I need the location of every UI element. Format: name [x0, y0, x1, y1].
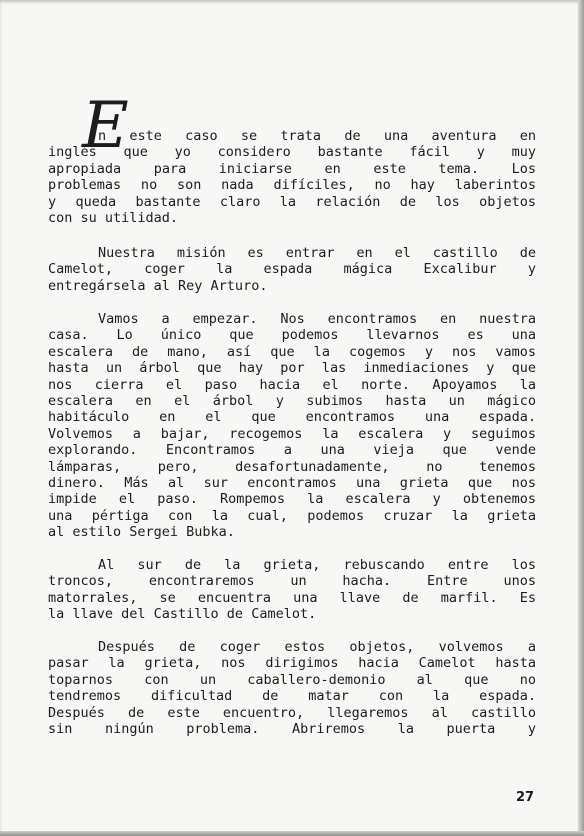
paragraph-1	[48, 128, 536, 226]
text-line: Al sur de la grieta, rebuscando entre los	[98, 557, 536, 573]
text-line: escalera de mano, así que la cogemos y nos vamos	[48, 343, 536, 360]
text-line: escalera en el árbol y subimos hasta un mágico	[48, 392, 536, 409]
page-number: 27	[516, 790, 535, 805]
text-line: una pértiga con la cual, podemos cruzar la grieta	[48, 507, 536, 524]
text-line: sin ningún problema. Abriremos la puerta y	[48, 720, 536, 737]
text-line: la llave del Castillo de Camelot.	[48, 606, 317, 623]
text-line: inglés que yo considero bastante fácil y muy	[48, 144, 536, 161]
text-line: apropiada para iniciarse en este tema. Los	[48, 160, 536, 177]
text-line: y queda bastante claro la relación de los objetos	[48, 193, 536, 210]
text-line: Después de este encuentro, llegaremos al castillo	[48, 704, 536, 721]
text-line: Nuestra misión es entrar en el castillo de	[98, 245, 536, 261]
text-line: lámparas, pero, desafortunadamente, no tenemos	[48, 458, 536, 475]
drop-cap-letter: E	[82, 89, 129, 163]
text-line: Vamos a empezar. Nos encontramos en nuestra	[98, 311, 536, 327]
text-line: Camelot, coger la espada mágica Excalibur y	[48, 261, 536, 278]
text-line: pasar la grieta, nos dirigimos hacia Camelot hasta	[48, 655, 536, 672]
text-line: explorando. Encontramos a una vieja que vende	[48, 442, 536, 459]
text-line: casa. Lo único que podemos llevarnos es una	[48, 327, 536, 344]
text-line: problemas no son nada difíciles, no hay laberintos	[48, 177, 536, 194]
text-line: habitáculo en el que encontramos una espada.	[48, 409, 536, 426]
page-edge-shadow	[578, 0, 584, 836]
text-line: matorrales, se encuentra una llave de marfil. Es	[48, 589, 536, 606]
text-line: toparnos con un caballero-demonio al que no	[48, 671, 536, 688]
text-line: dinero. Más al sur encontramos una grieta que nos	[48, 474, 536, 491]
text-line: hasta un árbol que hay por las inmediaciones y que	[48, 360, 536, 377]
text-line: entregársela al Rey Arturo.	[48, 277, 268, 294]
paragraph-3	[48, 311, 536, 540]
text-line: Después de coger estos objetos, volvemos a	[98, 639, 536, 655]
text-line: con su utilidad.	[48, 209, 179, 226]
text-line: tendremos dificultad de matar con la espada.	[48, 688, 536, 705]
paragraph-4	[48, 557, 536, 623]
text-line: troncos, encontraremos un hacha. Entre unos	[48, 573, 536, 590]
text-line: nos cierra el paso hacia el norte. Apoyamos la	[48, 376, 536, 393]
text-line: n este caso se trata de una aventura en	[98, 128, 536, 144]
paragraph-5	[48, 639, 536, 737]
text-line: Volvemos a bajar, recogemos la escalera y seguimos	[48, 425, 536, 442]
page-bottom-edge	[0, 831, 584, 836]
text-line: impide el paso. Rompemos la escalera y obtenemos	[48, 491, 536, 508]
text-line: al estilo Sergei Bubka.	[48, 524, 235, 541]
paragraph-2	[48, 245, 536, 294]
